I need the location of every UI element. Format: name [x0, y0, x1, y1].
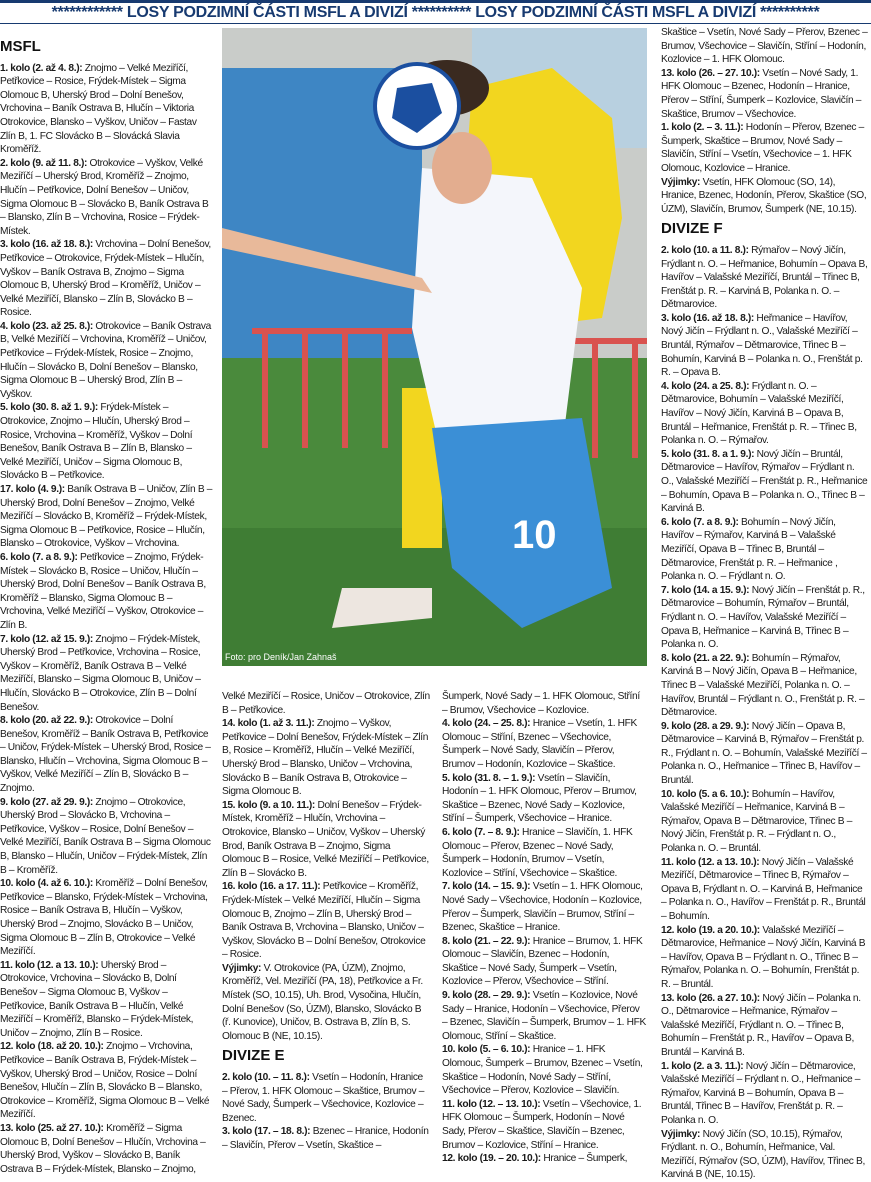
- round-entry: 7. kolo (14. – 15. 9.): Vsetín – 1. HFK Olomouc, Nové Sady – Všechovice, Hodonín – Kozlovice, Přerov – Šumperk, Slavičín – Brumov, Stříní – Bzenec, Skaštice – Hranice.: [442, 881, 643, 934]
- round-entry: 10. kolo (5. a 6. 10.): Bohumín – Havířov, Valašské Meziříčí – Heřmanice, Karviná B – Rýmařov, Opava B – Dětmarovice, Třinec B – Nový Jičín, Frenštát p. R. – Frýdlant n. O., Polanka n. O. – Bruntál.: [661, 788, 853, 855]
- round-entry: 10. kolo (4. až 6. 10.): Kroměříž – Dolní Benešov, Petřkovice – Blansko, Frýdek-Místek – Vrchovina, Rosice – Baník Ostrava B, Hlučín – Vyškov, Uherský Brod – Znojmo, Slovácko B – Uničov, Sigma Olomouc B – Zlín B, Otrokovice – Velké Meziříčí.: [0, 878, 208, 958]
- exceptions-entry: Výjimky: Vsetín, HFK Olomouc (SO, 14), Hranice, Bzenec, Hodonín, Přerov, Skaštice (SO, ÚZM), Slavičín, Brumov, Šumperk (NE, 10.15).: [661, 176, 867, 215]
- round-entry: 5. kolo (31. 8. – 1. 9.): Vsetín – Slavičín, Hodonín – 1. HFK Olomouc, Přerov – Brumov, Skaštice – Bzenec, Nové Sady – Kozlovice, Stříní – Šumperk, Všechovice – Hranice.: [442, 772, 637, 825]
- column-divize-e: [442, 690, 647, 1165]
- photo-credit: Foto: pro Deník/Jan Zahnaš: [225, 652, 337, 662]
- round-entry: 12. kolo (19. – 20. 10.): Hranice – Šumperk,: [442, 1153, 628, 1165]
- round-entry: 8. kolo (20. až 22. 9.): Otrokovice – Dolní Benešov, Kroměříž – Baník Ostrava B, Petřkovice – Uničov, Frýdek-Místek – Uherský Brod, Rosice – Blansko, Hlučín – Vrchovina, Sigma Olomouc B – Vyškov, Velké Meziříčí – Zlín B, Slovácko B – Znojmo.: [0, 715, 211, 795]
- round-entry: 1. kolo (2. až 4. 8.): Znojmo – Velké Meziříčí, Petřkovice – Rosice, Frýdek-Místek – Sigma Olomouc B, Uherský Brod – Dolní Benešov, Vrchovina – Baník Ostrava B, Hlučín – Viktoria Otrokovice, Blansko – Vyškov, Uničov – Fastav Zlín B, 1. FC Slovácko B – Slovácká Slavia Kroměříž.: [0, 62, 197, 156]
- round-entry: 3. kolo (17. – 18. 8.): Bzenec – Hranice, Hodonín – Slavičín, Přerov – Vsetín, Skaštice –: [222, 1126, 429, 1151]
- round-entry: 2. kolo (9. až 11. 8.): Otrokovice – Vyškov, Velké Meziříčí – Uherský Brod, Kroměříž – Znojmo, Hlučín – Petřkovice, Dolní Benešov – Uničov, Sigma Olomouc B – Slovácko B, Baník Ostrava B – Blansko, Zlín B – Vrchovina, Rosice – Frýdek-Místek.: [0, 157, 209, 237]
- round-entry: 5. kolo (30. 8. až 1. 9.): Frýdek-Místek – Otrokovice, Znojmo – Hlučín, Uherský Brod – Rosice, Vrchovina – Kroměříž, Vyškov – Dolní Benešov, Baník Ostrava B – Zlín B, Blansko – Velké Meziříčí, Uničov – Sigma Olomouc B, Slovácko B – Petřkovice.: [0, 402, 193, 482]
- round-entry: 13. kolo (26. – 27. 10.): Vsetín – Nové Sady, 1. HFK Olomouc – Bzenec, Hodonín – Hranice, Přerov – Stříní, Šumperk – Kozlovice, Slavičín – Skaštice, Brumov – Všechovice.: [661, 67, 862, 120]
- section-heading-divize-e: DIVIZE E: [222, 1047, 285, 1065]
- column-divize-e-f: [661, 26, 869, 1181]
- football-photo: [222, 28, 647, 666]
- round-entry: 9. kolo (27. až 29. 9.): Znojmo – Otrokovice, Uherský Brod – Slovácko B, Vrchovina – Petřkovice, Vyškov – Rosice, Dolní Benešov – Velké Meziříčí, Baník Ostrava B – Sigma Olomouc B, Blansko – Hlučín, Uničov – Frýdek-Místek, Zlín B – Kroměříž.: [0, 796, 211, 876]
- round-entry: 16. kolo (16. a 17. 11.): Petřkovice – Kroměříž, Frýdek-Místek – Velké Meziříčí, Hlučín – Sigma Olomouc B, Znojmo – Zlín B, Uherský Brod – Baník Ostrava B, Vrchovina – Blansko, Uničov – Vyškov, Slovácko B – Dolní Benešov, Otrokovice – Rosice.: [222, 881, 426, 961]
- round-entry: 12. kolo (19. a 20. 10.): Valašské Meziříčí – Dětmarovice, Heřmanice – Nový Jičín, Karviná B – Havířov, Opava B – Frýdlant n. O., Třinec B – Rýmařov, Polanka n. O. – Bohumín, Frenštát p. R. – Bruntál.: [661, 924, 866, 990]
- round-entry: 6. kolo (7. a 8. 9.): Bohumín – Nový Jičín, Havířov – Rýmařov, Karviná B – Valašské Meziříčí, Opava B – Třinec B, Bruntál – Dětmarovice, Frenštát p. R. – Heřmanice , Polanka n. O. – Frýdlant n. O.: [661, 516, 838, 583]
- round-entry: 9. kolo (28. a 29. 9.): Nový Jičín – Opava B, Dětmarovice – Karviná B, Rýmařov – Frenštát p. R., Frýdlant n. O. – Bohumín, Valašské Meziříčí – Polanka n. O., Heřmanice – Třinec B, Havířov – Bruntál.: [661, 720, 867, 787]
- round-entry: 4. kolo (23. až 25. 8.): Otrokovice – Baník Ostrava B, Velké Meziříčí – Vrchovina, Kroměříž – Uničov, Petřkovice – Frýdek-Místek, Rosice – Znojmo, Hlučín – Slovácko B, Dolní Benešov – Blansko, Sigma Olomouc B – Uherský Brod, Zlín B – Vyškov.: [0, 320, 211, 400]
- round-entry: 7. kolo (12. až 15. 9.): Znojmo – Frýdek-Místek, Uherský Brod – Petřkovice, Vrchovina – Rosice, Vyškov – Kroměříž, Baník Ostrava B – Velké Meziříčí, Blansko – Sigma Olomouc B, Uničov – Hlučín, Slovácko B – Otrokovice, Zlín B – Dolní Benešov.: [0, 633, 201, 713]
- round-entry: Skaštice – Vsetín, Nové Sady – Přerov, Bzenec – Brumov, Všechovice – Slavičín, Stříní – Hodonín, Kozlovice – 1. HFK Olomouc.: [661, 27, 868, 66]
- exceptions-entry: Výjimky: V. Otrokovice (PA, ÚZM), Znojmo, Kroměříž, Vel. Meziříčí (PA, 18), Petřkovice a Fr. Místek (SO, 10.15), Uh. Brod, Vysočina, Hlučín, Dolní Benešov (So, ÚZM), Blansko, Slovácko B (ř. Kunovice), Uničov, B. Ostrava B, Zlín B, S. Olomouc B (NE, 10.15).: [222, 962, 423, 1042]
- section-heading-divize-f: DIVIZE F: [661, 220, 723, 238]
- round-entry: 7. kolo (14. a 15. 9.): Nový Jičín – Frenštát p. R., Dětmarovice – Bohumín, Rýmařov – Bruntál, Frýdlant n. O. – Havířov, Valašské Meziříčí – Opava B, Heřmanice – Karviná B, Třinec B – Polanka n. O.: [661, 584, 865, 651]
- round-entry: 6. kolo (7. a 8. 9.): Petřkovice – Znojmo, Frýdek-Místek – Slovácko B, Rosice – Uničov, Hlučín – Uherský Brod, Dolní Benešov – Baník Ostrava B, Kroměříž – Blansko, Sigma Olomouc B – Vrchovina, Velké Meziříčí – Vyškov, Otrokovice – Zlín B.: [0, 551, 206, 631]
- round-entry: 13. kolo (26. a 27. 10.): Nový Jičín – Polanka n. O., Dětmarovice – Heřmanice, Rýmařov – Valašské Meziříčí, Frýdlant n. O. – Třinec B, Bohumín – Frenštát p. R., Havířov – Opava B, Bruntál – Karviná B.: [661, 992, 861, 1058]
- round-entry: 11. kolo (12. a 13. 10.): Uherský Brod – Otrokovice, Vrchovina – Slovácko B, Dolní Benešov – Sigma Olomouc B, Vyškov – Petřkovice, Baník Ostrava B – Hlučín, Velké Meziříčí – Kroměříž, Blansko – Frýdek-Místek, Uničov – Znojmo, Zlín B – Rosice.: [0, 959, 194, 1039]
- round-entry: 2. kolo (10. a 11. 8.): Rýmařov – Nový Jičín, Frýdlant n. O. – Heřmanice, Bohumín – Opava B, Havířov – Valašské Meziříčí, Bruntál – Třinec B, Frenštát p. R. – Karviná B, Polanka n. O. – Dětmarovice.: [661, 244, 868, 311]
- round-entry: 13. kolo (25. až 27. 10.): Kroměříž – Sigma Olomouc B, Dolní Benešov – Hlučín, Vrchovina – Uherský Brod, Vyškov – Slovácko B, Baník Ostrava B – Frýdek-Místek, Blansko – Znojmo,: [0, 1122, 206, 1175]
- round-entry: 12. kolo (18. až 20. 10.): Znojmo – Vrchovina, Petřkovice – Baník Ostrava B, Frýdek-Místek – Vyškov, Uherský Brod – Uničov, Rosice – Dolní Benešov, Hlučín – Zlín B, Slovácko B – Blansko, Otrokovice – Kroměříž, Sigma Olomouc B – Velké Meziříčí.: [0, 1041, 210, 1121]
- round-entry: 14. kolo (1. až 3. 11.): Znojmo – Vyškov, Petřkovice – Dolní Benešov, Frýdek-Místek – Zlín B, Rosice – Kroměříž, Hlučín – Velké Meziříčí, Uherský Brod – Blansko, Uničov – Vrchovina, Slovácko B – Baník Ostrava B, Otrokovice – Sigma Olomouc B.: [222, 718, 429, 798]
- football-photo-illustration: [222, 28, 647, 666]
- round-entry: 11. kolo (12. a 13. 10.): Nový Jičín – Valašské Meziříčí, Dětmarovice – Třinec B, Rýmařov – Opava B, Frýdlant n. O. – Karviná B, Heřmanice – Polanka n. O., Havířov – Frenštát p. R., Bruntál – Bohumín.: [661, 856, 866, 922]
- round-entry: 15. kolo (9. a 10. 11.): Dolní Benešov – Frýdek-Místek, Kroměříž – Hlučín, Vrchovina – Otrokovice, Blansko – Uničov, Vyškov – Uherský Brod, Baník Ostrava B – Znojmo, Sigma Olomouc B – Rosice, Velké Meziříčí – Petřkovice, Zlín B – Slovácko B.: [222, 799, 429, 879]
- round-entry: Šumperk, Nové Sady – 1. HFK Olomouc, Stříní – Brumov, Všechovice – Kozlovice.: [442, 691, 640, 716]
- round-entry: 1. kolo (2. – 3. 11.): Hodonín – Přerov, Bzenec – Šumperk, Skaštice – Brumov, Nové Sady – Slavičín, Stříní – Vsetín, Všechovice – 1. HFK Olomouc, Kozlovice – Hranice.: [661, 122, 864, 174]
- round-entry: 1. kolo (2. a 3. 11.): Nový Jičín – Dětmarovice, Valašské Meziříčí – Frýdlant n. O., Heřmanice – Rýmařov, Karviná B – Bohumín, Opava B – Bruntál, Třinec B – Havířov, Frenštát p. R. – Polanka n. O.: [661, 1060, 861, 1126]
- round-entry: 3. kolo (16. až 18. 8.): Heřmanice – Havířov, Nový Jičín – Frýdlant n. O., Valašské Meziříčí – Bruntál, Rýmařov – Dětmarovice, Třinec B – Bohumín, Karviná B – Polanka n. O., Frenštát p. R. – Opava B.: [661, 312, 863, 379]
- svg-text:10: 10: [512, 513, 557, 557]
- round-entry: 8. kolo (21. a 22. 9.): Bohumín – Rýmařov, Karviná B – Nový Jičín, Opava B – Heřmanice, Třinec B – Valašské Meziříčí, Polanka n. O. – Havířov, Bruntál – Frýdlant n. O., Frenštát p. R. – Dětmarovice.: [661, 652, 865, 719]
- round-entry: 4. kolo (24. a 25. 8.): Frýdlant n. O. – Dětmarovice, Bohumín – Valašské Meziříčí, Havířov – Nový Jičín, Karviná B – Opava B, Bruntál – Heřmanice, Frenštát p. R. – Třinec B, Polanka n. O. – Rýmařov.: [661, 380, 857, 447]
- round-entry: 6. kolo (7. – 8. 9.): Hranice – Slavičín, 1. HFK Olomouc – Přerov, Bzenec – Nové Sady, Šumperk – Hodonín, Brumov – Vsetín, Kozlovice – Stříní, Všechovice – Skaštice.: [442, 826, 633, 879]
- round-entry: Velké Meziříčí – Rosice, Uničov – Otrokovice, Zlín B – Petřkovice.: [222, 691, 430, 716]
- column-msfl-continued: [222, 690, 430, 1150]
- round-entry: 11. kolo (12. – 13. 10.): Vsetín – Všechovice, 1. HFK Olomouc – Šumperk, Hodonín – Nové Sady, Přerov – Skaštice, Slavičín – Bzenec, Brumov – Kozlovice, Stříní – Hranice.: [442, 1098, 642, 1151]
- round-entry: 2. kolo (10. – 11. 8.): Vsetín – Hodonín, Hranice – Přerov, 1. HFK Olomouc – Skaštice, Brumov – Nové Sady, Šumperk – Všechovice, Kozlovice – Bzenec.: [222, 1072, 425, 1124]
- round-entry: 8. kolo (21. – 22. 9.): Hranice – Brumov, 1. HFK Olomouc – Slavičín, Bzenec – Hodonín, Skaštice – Nové Sady, Šumperk – Vsetín, Kozlovice – Přerov, Všechovice – Stříní.: [442, 935, 643, 988]
- exceptions-entry: Výjimky: Nový Jičín (SO, 10.15), Rýmařov, Frýdlant. n. O., Bohumín, Heřmanice, Val. Meziříčí, Rýmařov (SO, ÚZM), Havířov, Třinec B, Karviná B (NE, 10.15).: [661, 1128, 865, 1181]
- section-heading-msfl: MSFL: [0, 38, 41, 55]
- round-entry: 10. kolo (5. – 6. 10.): Hranice – 1. HFK Olomouc, Šumperk – Brumov, Bzenec – Vsetín, Skaštice – Hodonín, Nové Sady – Stříní, Všechovice – Přerov, Kozlovice – Slavičín.: [442, 1044, 643, 1097]
- round-entry: 4. kolo (24. – 25. 8.): Hranice – Vsetín, 1. HFK Olomouc – Stříní, Bzenec – Všechovice, Šumperk – Nové Sady, Slavičín – Přerov, Brumov – Hodonín, Kozlovice – Skaštice.: [442, 718, 637, 770]
- round-entry: 5. kolo (31. 8. a 1. 9.): Nový Jičín – Bruntál, Dětmarovice – Havířov, Rýmařov – Frýdlant n. O., Valašské Meziříčí – Frenštát p. R., Heřmanice – Bohumín, Opava B – Polanka n. O., Třinec B – Karviná B.: [661, 448, 868, 515]
- round-entry: 9. kolo (28. – 29. 9.): Vsetín – Kozlovice, Nové Sady – Hranice, Hodonín – Všechovice, Přerov – Bzenec, Slavičín – Šumperk, Brumov – 1. HFK Olomouc, Stříní – Skaštice.: [442, 990, 646, 1042]
- column-msfl: [0, 36, 214, 1175]
- round-entry: 17. kolo (4. 9.): Baník Ostrava B – Uničov, Zlín B – Uherský Brod, Dolní Benešov – Znojmo, Velké Meziříčí – Slovácko B, Kroměříž – Frýdek-Místek, Sigma Olomouc B – Petřkovice, Rosice – Hlučín, Blansko – Otrokovice, Vyškov – Vrchovina.: [0, 484, 213, 550]
- page-banner: ************ LOSY PODZIMNÍ ČÁSTI MSFL A DIVIZÍ ********** LOSY PODZIMNÍ ČÁSTI MSFL A DIVIZÍ **********: [0, 0, 871, 24]
- round-entry: 3. kolo (16. až 18. 8.): Vrchovina – Dolní Benešov, Petřkovice – Otrokovice, Frýdek-Místek – Hlučín, Vyškov – Baník Ostrava B, Znojmo – Sigma Olomouc B, Uherský Brod – Kroměříž, Uničov – Velké Meziříčí, Blansko – Zlín B, Slovácko B – Rosice.: [0, 239, 211, 319]
